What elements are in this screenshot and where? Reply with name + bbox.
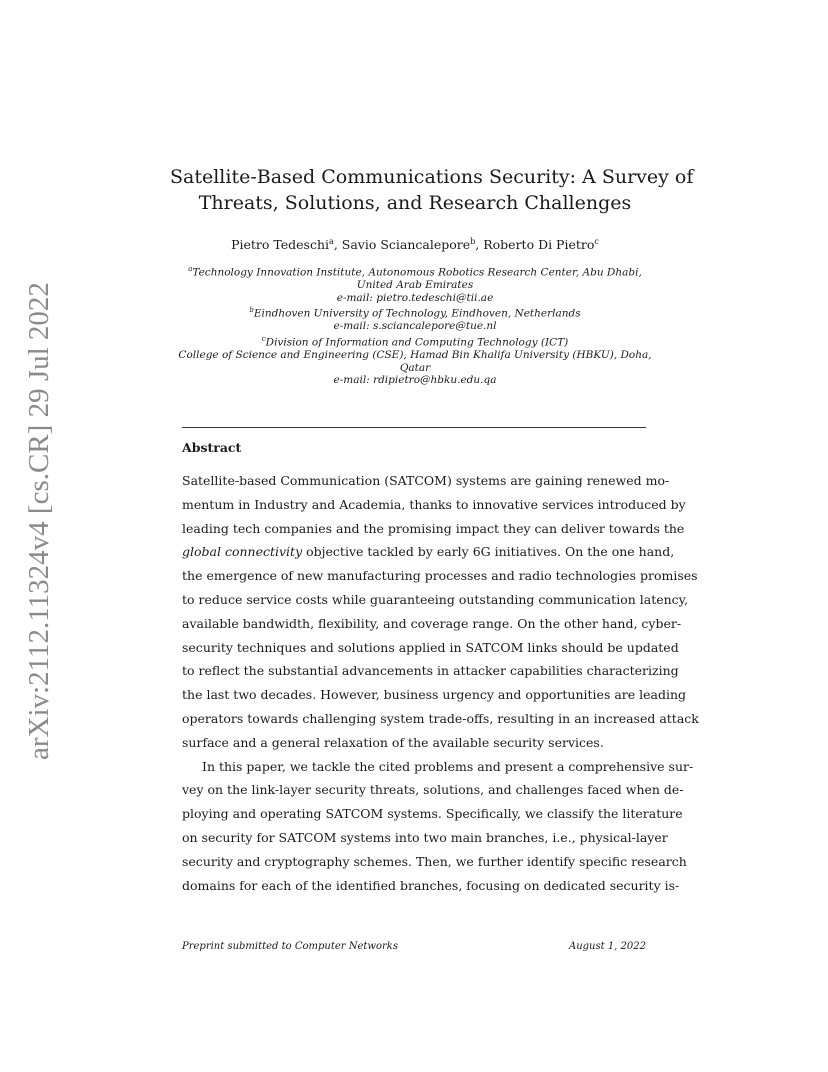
affil-text: Technology Innovation Institute, Autonomous Robotics Research Center, Abu Dhabi, [192,266,642,279]
arxiv-identifier: arXiv:2112.11324v4 [cs.CR] 29 Jul 2022 [23,282,55,760]
abstract-line-rest: objective tackled by early 6G initiatives. On the one hand, [302,544,675,560]
affil-mark: a [188,265,193,273]
abstract-line: surface and a general relaxation of the available security services. [182,734,604,750]
abstract-line: Satellite-based Communication (SATCOM) systems are gaining renewed mo- [182,473,670,488]
abstract-line: operators towards challenging system trade-offs, resulting in an increased attack [182,710,699,726]
abstract-line: ploying and operating SATCOM systems. Specifically, we classify the literature [182,806,683,822]
affil-email: e-mail: s.sciancalepore@tue.nl [333,320,497,333]
author-list: Pietro Tedeschi$^a$, Savio Sciancalepore$^b$, Roberto Di Pietro$^c$ [231,237,599,253]
affiliations [172,263,658,387]
abstract-line: on security for SATCOM systems into two main branches, i.e., physical-layer [182,829,668,845]
affil-text: Division of Information and Computing Technology (ICT) [265,336,569,349]
author-affil-mark: a [329,237,334,246]
title-line-1: Satellite-Based Communications Security: A Survey of [170,166,694,188]
abstract-line: leading tech companies and the promising impact they can deliver towards the [182,520,685,536]
affil-mark: b [249,306,254,315]
affiliation-a [172,263,658,279]
affil-email: e-mail: rdipietro@hbku.edu.qa [333,374,497,387]
abstract-line: In this paper, we tackle the cited problems and present a comprehensive sur- [202,758,694,774]
affil-text: United Arab Emirates [356,279,474,292]
abstract-line: to reduce service costs while guaranteeing outstanding communication latency, [182,591,689,607]
abstract-line: the last two decades. However, business urgency and opportunities are leading [182,687,687,703]
title-line-2: Threats, Solutions, and Research Challenges [198,192,632,214]
affiliation-c [172,333,658,349]
abstract-line: vey on the link-layer security threats, solutions, and challenges faced when de- [182,782,684,798]
abstract-line: mentum in Industry and Academia, thanks to innovative services introduced by [182,496,686,512]
abstract-line: to reflect the substantial advancements in attacker capabilities characterizing [182,663,679,679]
abstract-line: the emergence of new manufacturing processes and radio technologies promises [182,568,698,584]
author-name: Savio Sciancalepore [341,237,471,253]
author-affil-mark: c [594,237,599,246]
affil-email: e-mail: pietro.tedeschi@tii.ae [336,291,494,304]
abstract-body [182,469,699,897]
abstract-line: domains for each of the identified branches, focusing on dedicated security is- [182,877,680,893]
preprint-date: August 1, 2022 [568,941,646,952]
abstract-rule [182,427,646,428]
affil-text: Qatar [399,361,431,374]
abstract-heading: Abstract [182,440,242,455]
affil-text: Eindhoven University of Technology, Eindhoven, Netherlands [253,307,581,320]
author-affil-mark: b [470,237,476,246]
affil-mark: c [261,334,266,343]
preprint-note: Preprint submitted to Computer Networks [182,941,398,952]
emphasis-text: global connectivity [182,544,303,560]
abstract-line [182,540,675,564]
abstract-line: security techniques and solutions applied in SATCOM links should be updated [182,639,679,655]
affil-text: College of Science and Engineering (CSE), Hamad Bin Khalifa University (HBKU), Doha, [178,349,652,362]
abstract-line: available bandwidth, flexibility, and coverage range. On the other hand, cyber- [182,615,682,631]
author-name: Roberto Di Pietro [483,237,595,253]
author-name: Pietro Tedeschi [231,237,330,253]
paper-title [170,164,694,216]
abstract-line: security and cryptography schemes. Then, we further identify specific research [182,853,687,869]
affiliation-b [172,304,658,320]
